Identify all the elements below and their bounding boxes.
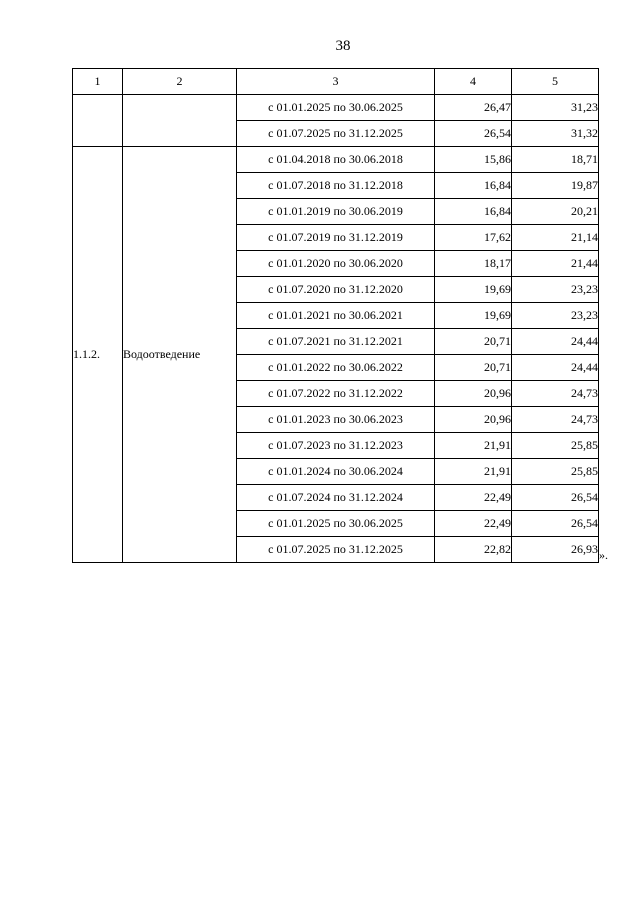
period-cell: с 01.01.2025 по 30.06.2025 xyxy=(237,95,435,121)
col4-cell: 16,84 xyxy=(435,199,512,225)
section-name-cell: Водоотведение xyxy=(123,147,237,563)
col4-cell: 22,49 xyxy=(435,485,512,511)
period-cell: с 01.07.2021 по 31.12.2021 xyxy=(237,329,435,355)
col4-cell: 21,91 xyxy=(435,433,512,459)
header-col-2: 2 xyxy=(123,69,237,95)
col4-cell: 19,69 xyxy=(435,277,512,303)
period-cell: с 01.01.2022 по 30.06.2022 xyxy=(237,355,435,381)
section-number-cell: 1.1.2. xyxy=(73,147,123,563)
col5-cell: 24,44 xyxy=(512,329,599,355)
table-row xyxy=(73,147,599,173)
continued-name-cell xyxy=(123,95,237,147)
col5-cell: 20,21 xyxy=(512,199,599,225)
header-col-4: 4 xyxy=(435,69,512,95)
col4-cell: 26,54 xyxy=(435,121,512,147)
col4-cell: 20,71 xyxy=(435,355,512,381)
period-cell: с 01.01.2023 по 30.06.2023 xyxy=(237,407,435,433)
period-cell: с 01.07.2025 по 31.12.2025 xyxy=(237,121,435,147)
col5-cell: 21,44 xyxy=(512,251,599,277)
col5-cell: 26,93 xyxy=(512,537,599,563)
period-cell: с 01.01.2024 по 30.06.2024 xyxy=(237,459,435,485)
col5-cell: 26,54 xyxy=(512,485,599,511)
col5-cell: 24,73 xyxy=(512,407,599,433)
col4-cell: 22,49 xyxy=(435,511,512,537)
col4-cell: 17,62 xyxy=(435,225,512,251)
period-cell: с 01.04.2018 по 30.06.2018 xyxy=(237,147,435,173)
period-cell: с 01.07.2018 по 31.12.2018 xyxy=(237,173,435,199)
col5-cell: 19,87 xyxy=(512,173,599,199)
col5-cell: 23,23 xyxy=(512,277,599,303)
col5-cell: 21,14 xyxy=(512,225,599,251)
col4-cell: 18,17 xyxy=(435,251,512,277)
header-col-5: 5 xyxy=(512,69,599,95)
period-cell: с 01.07.2020 по 31.12.2020 xyxy=(237,277,435,303)
col4-cell: 20,96 xyxy=(435,381,512,407)
col5-cell: 24,73 xyxy=(512,381,599,407)
col4-cell: 15,86 xyxy=(435,147,512,173)
col5-cell: 31,23 xyxy=(512,95,599,121)
table-header-row xyxy=(73,69,599,95)
period-cell: с 01.07.2022 по 31.12.2022 xyxy=(237,381,435,407)
period-cell: с 01.07.2025 по 31.12.2025 xyxy=(237,537,435,563)
closing-quote-mark: ». xyxy=(599,548,608,562)
tariff-table-body xyxy=(73,69,599,563)
table-row xyxy=(73,95,599,121)
period-cell: с 01.07.2024 по 31.12.2024 xyxy=(237,485,435,511)
col4-cell: 26,47 xyxy=(435,95,512,121)
col5-cell: 24,44 xyxy=(512,355,599,381)
continued-number-cell xyxy=(73,95,123,147)
period-cell: с 01.07.2023 по 31.12.2023 xyxy=(237,433,435,459)
period-cell: с 01.01.2019 по 30.06.2019 xyxy=(237,199,435,225)
header-col-1: 1 xyxy=(73,69,123,95)
period-cell: с 01.01.2020 по 30.06.2020 xyxy=(237,251,435,277)
col4-cell: 19,69 xyxy=(435,303,512,329)
period-cell: с 01.07.2019 по 31.12.2019 xyxy=(237,225,435,251)
col4-cell: 22,82 xyxy=(435,537,512,563)
col5-cell: 26,54 xyxy=(512,511,599,537)
col5-cell: 18,71 xyxy=(512,147,599,173)
tariff-table xyxy=(72,68,599,563)
col4-cell: 20,96 xyxy=(435,407,512,433)
col4-cell: 21,91 xyxy=(435,459,512,485)
page-number: 38 xyxy=(335,38,351,54)
period-cell: с 01.01.2021 по 30.06.2021 xyxy=(237,303,435,329)
col5-cell: 23,23 xyxy=(512,303,599,329)
period-cell: с 01.01.2025 по 30.06.2025 xyxy=(237,511,435,537)
header-col-3: 3 xyxy=(237,69,435,95)
col5-cell: 25,85 xyxy=(512,433,599,459)
col5-cell: 31,32 xyxy=(512,121,599,147)
col4-cell: 20,71 xyxy=(435,329,512,355)
col4-cell: 16,84 xyxy=(435,173,512,199)
col5-cell: 25,85 xyxy=(512,459,599,485)
